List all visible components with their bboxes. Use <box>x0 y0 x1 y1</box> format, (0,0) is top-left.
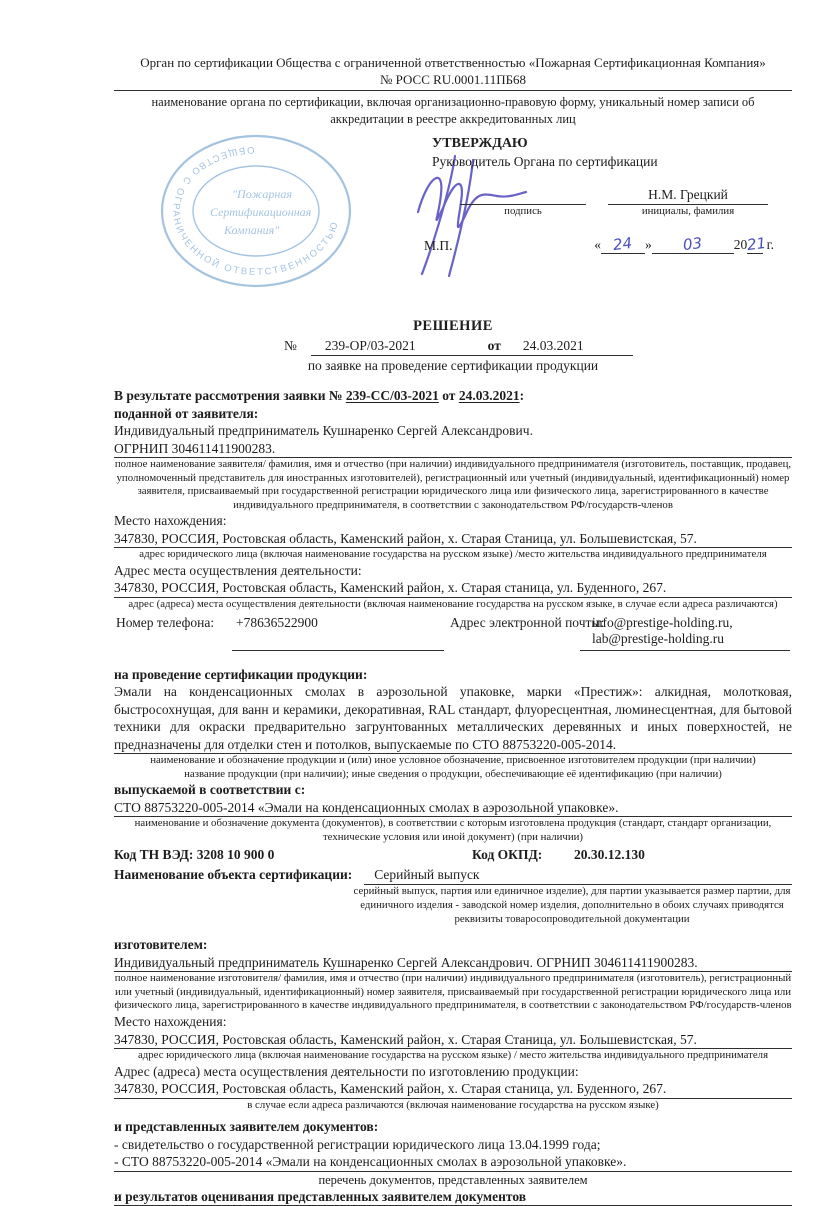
certification-body-name: Орган по сертификации Общества с ограниченной ответственностью «Пожарная Сертификационная Компания» <box>140 55 766 70</box>
object-value: Серийный выпуск <box>364 867 792 885</box>
intro-colon: : <box>519 388 525 403</box>
phone-underline <box>232 650 444 651</box>
header-caption: наименование органа по сертификации, включая организационно-правовую форму, уникальный номер записи об аккредитации в реестре аккредитованных лиц <box>151 95 755 126</box>
decision-title: РЕШЕНИЕ <box>413 318 493 334</box>
manufacturer-location-caption: адрес юридического лица (включая наименование государства на русском языке) / место жительства индивидуального предпринимателя <box>137 1049 769 1061</box>
approver-role: Руководитель Органа по сертификации <box>432 154 658 169</box>
date-month-handwritten: 03 <box>682 233 704 254</box>
object-label: Наименование объекта сертификации: <box>114 867 353 883</box>
stamp-ring-text: ОБЩЕСТВО С ОГРАНИЧЕННОЙ ОТВЕТСТВЕННОСТЬЮ <box>170 143 342 279</box>
seal-place-mark: М.П. <box>424 237 453 253</box>
manufacturer-activity-label: Адрес (адреса) места осуществления деятельности по изготовлению продукции: <box>114 1063 579 1079</box>
manufacturer-activity-caption: в случае если адреса различаются (включая наименование государства на русском языке) <box>247 1098 659 1111</box>
stamp-line2: Сертификационная <box>210 205 312 219</box>
applicant-location-label: Место нахождения: <box>114 513 227 529</box>
approval-zone <box>114 136 792 312</box>
email-label: Адрес электронной почты: <box>450 614 605 630</box>
applicant-activity-caption: адрес (адреса) места осуществления деятельности (включая наименование государства на русском языке, в случае если адреса различаются) <box>128 597 778 610</box>
applicant-location-value: 347830, РОССИЯ, Ростовская область, Каменский район, х. Старая Станица, ул. Большевистская, 57. <box>114 530 792 549</box>
signature-caption: подпись <box>504 205 542 217</box>
applicant-ogrnip: ОГРНИП 304611411900283. <box>114 440 792 459</box>
application-number: 239-СС/03-2021 <box>345 388 439 403</box>
email-value-1: info@prestige-holding.ru, <box>592 614 733 630</box>
product-caption-1: наименование и обозначение продукции и (или) иное условное обозначение, присвоенное изготовителем продукции (при наличии) <box>150 754 756 767</box>
standard-value: СТО 88753220-005-2014 «Эмали на конденсационных смолах в аэрозольной упаковке». <box>114 799 792 818</box>
intro-prefix: В результате рассмотрения заявки № <box>114 388 343 403</box>
phone-label: Номер телефона: <box>116 614 215 630</box>
round-stamp-icon <box>158 132 354 290</box>
date-year-handwritten: 21 <box>746 233 768 254</box>
signature-line <box>460 174 586 205</box>
document-item: - свидетельство о государственной регистрации юридического лица 13.04.1999 года; <box>114 1136 601 1152</box>
applicant-activity-label: Адрес места осуществления деятельности: <box>114 562 362 578</box>
product-caption-2: название продукции (при наличии); иные сведения о продукции, обеспечивающие её идентификацию (при наличии) <box>184 767 722 780</box>
manufacturer-location-value: 347830, РОССИЯ, Ростовская область, Каменский район, х. Старая Станица, ул. Большевистская, 57. <box>114 1031 792 1050</box>
manufacturer-name: Индивидуальный предприниматель Кушнаренко Сергей Александрович. ОГРНИП 304611411900283. <box>114 954 792 973</box>
phone-value: +78636522900 <box>236 614 318 630</box>
product-description: Эмали на конденсационных смолах в аэрозольной упаковке, марки «Престиж»: алкидная, молотковая, быстросохнущая, для ванн и керамики, декоративная, RAL стандарт, флуоресцентная, люминесцентная, для бытовой техники для окраски предварительно загрунтованных металлических деревянных и иных поверхностей, не предназначены для отделки стен и потолков, выпускаемые по СТО 88753220-005-2014. <box>114 683 792 754</box>
intro-from: от <box>442 388 456 403</box>
documents-section-label: и представленных заявителем документов: <box>114 1119 379 1135</box>
number-sign: № <box>284 338 297 353</box>
from-label: от <box>487 338 501 353</box>
contacts-block <box>114 614 792 660</box>
okpd-value: 20.30.12.130 <box>574 847 645 863</box>
date-year-prefix: 20 <box>733 236 748 252</box>
application-date: 24.03.2021 <box>458 388 520 403</box>
decision-number: 239-ОР/03-2021 <box>324 338 416 353</box>
standard-section-label: выпускаемой в соответствии с: <box>114 782 306 798</box>
date-year-unit: г. <box>766 236 774 252</box>
results-label: и результатов оценивания представленных заявителем документов <box>114 1188 792 1206</box>
decision-number-row <box>114 338 792 356</box>
manufacturer-section-label: изготовителем: <box>114 937 208 953</box>
applicant-location-caption: адрес юридического лица (включая наименование государства на русском языке) /место жительства индивидуального предпринимателя <box>139 548 767 561</box>
email-underline <box>580 650 790 651</box>
product-section-label: на проведение сертификации продукции: <box>114 666 368 682</box>
applicant-name: Индивидуальный предприниматель Кушнаренко Сергей Александрович. <box>114 423 533 438</box>
application-intro <box>114 387 792 405</box>
standard-caption: наименование и обозначение документа (документов), в соответствии с которым изготовлена продукция (стандарт, стандарт организации, технические условия или иной документ) (при наличии) <box>134 817 772 843</box>
accreditation-number: № РОСС RU.0001.11ПБ68 <box>114 72 792 91</box>
okpd-label: Код ОКПД: <box>472 847 543 863</box>
manufacturer-location-label: Место нахождения: <box>114 1014 227 1029</box>
email-values <box>592 615 733 648</box>
email-value-2: lab@prestige-holding.ru <box>592 631 725 647</box>
name-caption: инициалы, фамилия <box>641 205 735 217</box>
applicant-activity-value: 347830, РОССИЯ, Ростовская область, Каменский район, х. Старая станица, ул. Буденного, 267. <box>114 579 792 598</box>
object-caption: серийный выпуск, партия или единичное изделие), для партии указывается размер партии, для единичного изделия - заводской номер изделия, дополнительно в обоих случаях приводятся реквизиты товаросопроводительной документации <box>353 885 791 925</box>
certification-object-row <box>114 867 792 885</box>
tnved-code: Код ТН ВЭД: 3208 10 900 0 <box>114 847 275 863</box>
applicant-caption: полное наименование заявителя/ фамилия, имя и отчество (при наличии) индивидуального предпринимателя (изготовитель, поставщик, продавец, уполномоченный представитель для иностранных изготовителей), регистрационный или учетный (индивидуальный, идентификационный) номер заявителя, присваиваемый при государственной регистрации юридического лица или физического лица, зарегистрированного в качестве индивидуального предпринимателя, в соответствии с законодательством РФ/государств-членов <box>114 458 792 511</box>
manufacturer-name-caption: полное наименование изготовителя/ фамилия, имя и отчество (при наличии) индивидуального предпринимателя (изготовитель), регистрационный или учетный (индивидуальный, идентификационный) номер заявителя, присваиваемый при государственной регистрации юридического лица или физического лица, зарегистрированного в качестве индивидуального предпринимателя, в соответствии с законодательством РФ/государств-членов <box>114 972 792 1012</box>
submitted-by-label: поданной от заявителя: <box>114 405 259 421</box>
approval-date: « 24 » 03 2021 г. <box>594 233 774 254</box>
document-item: - СТО 88753220-005-2014 «Эмали на конденсационных смолах в аэрозольной упаковке». <box>114 1153 792 1172</box>
manufacturer-activity-value: 347830, РОССИЯ, Ростовская область, Каменский район, х. Старая станица, ул. Буденного, 267. <box>114 1080 792 1099</box>
decision-date: 24.03.2021 <box>522 338 584 353</box>
approver-name: Н.М. Грецкий <box>608 187 768 205</box>
approve-title: УТВЕРЖДАЮ <box>432 136 528 151</box>
decision-caption: по заявке на проведение сертификации продукции <box>307 358 599 373</box>
codes-row <box>114 847 792 865</box>
stamp-line1: "Пожарная <box>232 187 292 201</box>
stamp-line3: Компания" <box>224 223 280 237</box>
documents-caption: перечень документов, представленных заявителем <box>318 1172 588 1187</box>
date-day-handwritten: 24 <box>612 233 634 254</box>
